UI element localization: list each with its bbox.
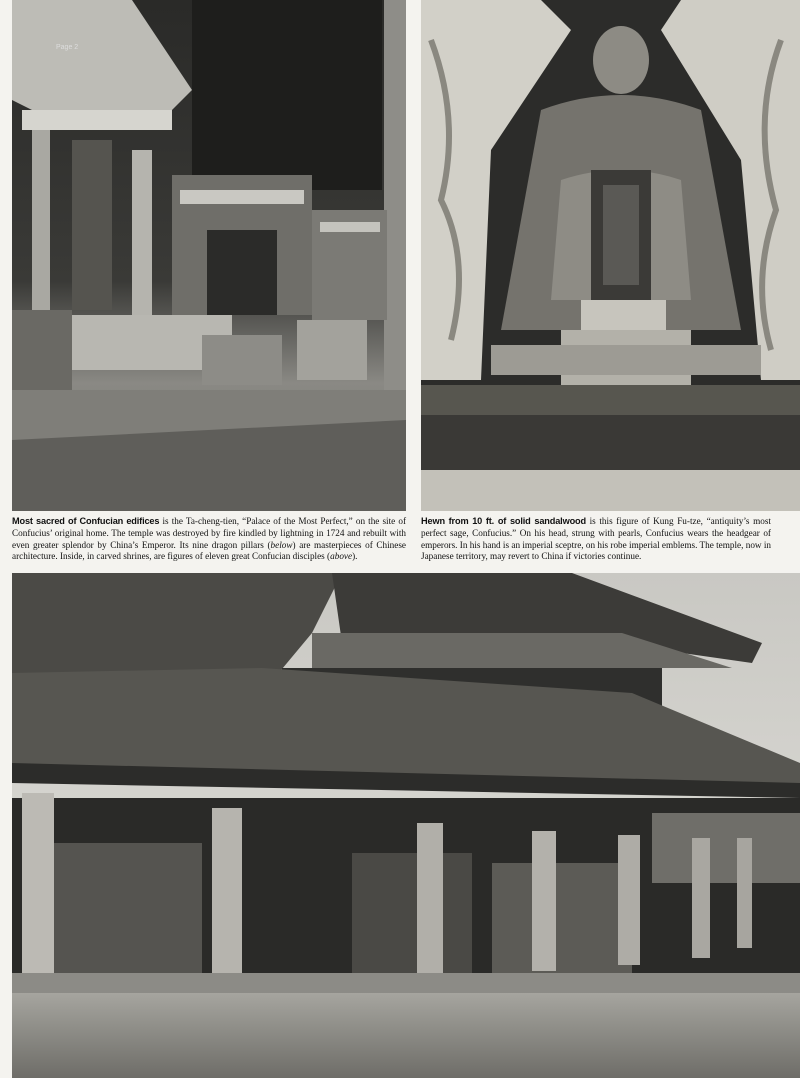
caption-statue	[421, 516, 771, 563]
caption-lead: Most sacred of Confucian edifices	[12, 516, 160, 526]
caption-emphasis: above	[330, 551, 353, 562]
caption-interior	[12, 516, 406, 563]
page-marker: Page 2	[56, 44, 79, 51]
temple-exterior-photo	[12, 573, 800, 1078]
caption-body: is this figure of Kung Fu-tze, “antiquity’s most perfect sage, Confucius.” On his head, strung with pearls, Confucius wears the headgear of emperors. In his hand is an imperial sceptre, on his robe imperial emblems. The temple, now in Japanese territory, may revert to China if victories continue.	[421, 516, 771, 562]
caption-body: ).	[352, 551, 358, 562]
caption-body: ) are masterpieces of Chinese architecture. Inside, in carved shrines, are figures of eleven great Confucian disciples (	[12, 539, 406, 562]
confucius-statue-photo	[421, 0, 800, 511]
caption-lead: Hewn from 10 ft. of solid sandalwood	[421, 516, 586, 526]
caption-emphasis: below	[270, 539, 293, 550]
shrine-interior-photo	[12, 0, 406, 511]
caption-body: is the Ta-cheng-tien, “Palace of the Most Perfect,” on the site of Confucius’ original home. The temple was destroyed by fire kindled by lightning in 1724 and rebuilt with even greater splendor by China’s Emperor. Its nine dragon pillars (	[12, 516, 406, 550]
